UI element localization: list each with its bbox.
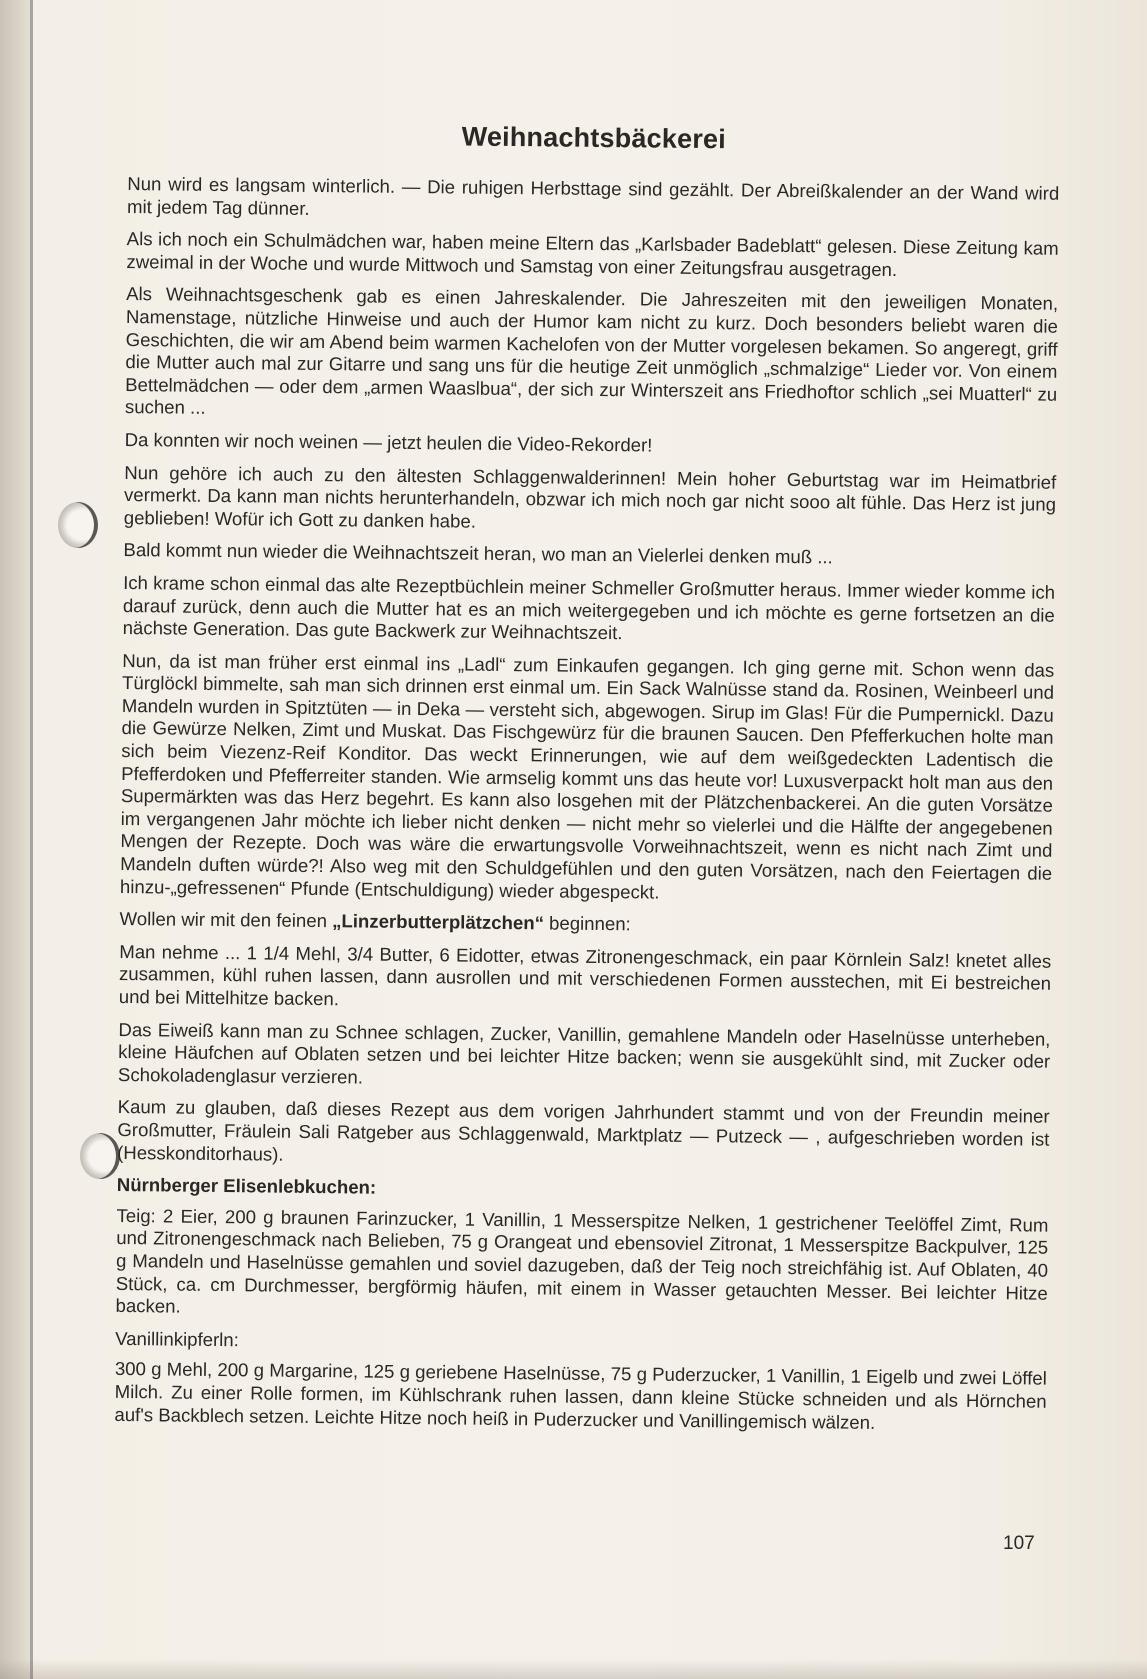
recipe-heading: Nürnberger Elisenlebkuchen:	[116, 1174, 377, 1198]
paragraph: Als Weihnachtsgeschenk gab es einen Jahreskalender. Die Jahreszeiten mit den jeweiligen Monaten, Namenstage, nützliche Hinweise und auch der Humor kam nicht zu kurz. Doch besonders beliebt waren die Geschichten, die wir am Abend beim warmen Kachelofen von der Mutter vorgelesen bekamen. So angeregt, griff die Mutter auch mal zur Gitarre und sang uns für die heutige Zeit unmöglich „schmalzige“ Lieder vor. Von einem Bettelmädchen — oder dem „armen Waaslbua“, der sich zur Winterszeit ans Friedhoftor schlich „sei Muatterl“ zu suchen ...	[124, 283, 1059, 419]
paragraph: Kaum zu glauben, daß dieses Rezept aus dem vorigen Jahrhundert stammt und von der Freundin meiner Großmutter, Fräulein Sali Ratgeber aus Schlaggenwald, Marktplatz — Putzeck — , aufgeschrieben worden ist (Hesskonditorhaus).	[117, 1096, 1050, 1165]
page-number: 107	[1003, 1533, 1035, 1554]
punch-hole-icon	[80, 1133, 120, 1179]
paragraph: Man nehme ... 1 1/4 Mehl, 3/4 Butter, 6 Eidotter, etwas Zitronengeschmack, ein paar Körnlein Salz! knetet alles zusammen, kühl ruhen lassen, dann ausrollen und mit verschiedenen Formen ausstechen, mit Ei bestreichen und bei Mittelhitze backen.	[118, 940, 1052, 1010]
book-spine	[30, 0, 33, 1679]
paragraph: Das Eiweiß kann man zu Schnee schlagen, Zucker, Vanillin, gemahlene Mandeln oder Haselnüsse unterheben, kleine Häufchen auf Oblaten setzen und bei leichter Hitze backen; wenn sie ausgekühlt sind, mit Zucker oder Schokoladenglasur verzieren.	[117, 1018, 1051, 1088]
page-bottom-edge	[0, 1659, 1147, 1679]
recipe-text: Teig: 2 Eier, 200 g braunen Farinzucker, 1 Vanillin, 1 Messerspitze Nelken, 1 gestrichener Teelöffel Zimt, Rum und Zitronengeschmack nach Belieben, 75 g Orangeat und ebensoviel Zitronat, 1 Messerspitze Backpulver, 125 g Mandeln und Haselnüsse gemahlen und soviel dazugeben, daß der Teig noch streichfähig ist. Auf Oblaten, 40 Stück, ca. cm Durchmesser, bergförmig häufen, mit einem in Wasser getauchten Messer. Bei leichter Hitze backen.	[115, 1204, 1049, 1317]
paragraph: Als ich noch ein Schulmädchen war, haben meine Eltern das „Karlsbader Badeblatt“ gelesen. Diese Zeitung kam zweimal in der Woche und wurde Mittwoch und Samstag von einer Zeitungsfrau ausgetragen.	[126, 228, 1059, 280]
paragraph: Ich krame schon einmal das alte Rezeptbüchlein meiner Schmeller Großmutter heraus. Immer wieder komme ich darauf zurück, denn auch die Mutter hat es an mich weitergegeben und ich möchte es gerne fortsetzen an die nächste Generation. Das gute Backwerk zur Weihnachtszeit.	[122, 571, 1056, 644]
recipe-intro-prefix: Wollen wir mit den feinen	[119, 908, 333, 932]
recipe-heading: Vanillinkipferln:	[115, 1327, 240, 1350]
spine-shadow	[0, 0, 30, 1679]
punch-hole-icon	[58, 502, 98, 548]
paragraph: Bald kommt nun wieder die Weihnachtszeit heran, wo man an Vielerlei denken muß ...	[123, 539, 833, 568]
paragraph: Nun gehöre ich auch zu den ältesten Schlaggenwalderinnen! Mein hoher Geburtstag war im Heimatbrief vermerkt. Da kann man nichts herunterhandeln, obzwar ich mich noch gar nicht sooo alt fühle. Das Herz ist jung geblieben! Wofür ich Gott zu danken habe.	[123, 461, 1057, 532]
recipe-intro	[119, 908, 1051, 940]
article	[114, 118, 1060, 1446]
paragraph: Da konnten wir noch weinen — jetzt heulen die Video-Rekorder!	[124, 428, 653, 456]
recipe-text: 300 g Mehl, 200 g Margarine, 125 g geriebene Haselnüsse, 75 g Puderzucker, 1 Vanillin, 1 Eigelb und zwei Löffel Milch. Zu einer Rolle formen, im Kühlschrank ruhen lassen, dann kleine Stücke schneiden und als Hörnchen auf's Backblech setzen. Leichte Hitze noch heiß in Puderzucker und Vanillingemisch wälzen.	[114, 1358, 1047, 1433]
recipe-name: „Linzerbutterplätzchen“	[332, 910, 545, 934]
recipe-intro-suffix: beginnen:	[543, 912, 631, 935]
page-title: Weihnachtsbäckerei	[461, 121, 727, 155]
paragraph: Nun wird es langsam winterlich. — Die ruhigen Herbsttage sind gezählt. Der Abreißkalender an der Wand wird mit jedem Tag dünner.	[126, 172, 1060, 219]
paragraph: Nun, da ist man früher erst einmal ins „Ladl“ zum Einkaufen gegangen. Ich ging gerne mit. Schon wenn das Türglöckl bimmelte, sah man sich drinnen erst einmal um. Ein Sack Walnüsse stand da. Rosinen, Weinbeerl und Mandeln wurden in Spitztüten — in Deka — versteht sich, abgewogen. Sirup im Glas! Für die Pumpernickl. Dazu die Gewürze Nelken, Zimt und Muskat. Das Fischgewürz für die braunen Saucen. Den Pfefferkuchen holte man sich beim Viezenz-Reif Konditor. Das weckt Erinnerungen, wie auf dem weißgedeckten Ladentisch die Pfefferdoken und Pfefferreiter standen. Wie armselig kommt uns das heute vor! Luxusverpackt holt man aus den Supermärkten was das Herz begehrt. Es kann also losgehen mit der Plätzchenbackerei. An die guten Vorsätze im vergangenen Jahr möchte ich lieber nicht denken — nicht mehr so vielerlei und die Hälfte der angegebenen Mengen der Rezepte. Doch was wäre die erwartungsvolle Vorweihnachtszeit, wenn es nicht nach Zimt und Mandeln duften würde?! Also weg mit den Schuldgefühlen und den guten Vorsätzen, nach den Feiertagen die hinzu-„gefressenen“ Pfunde (Entschuldigung) wieder abgespeckt.	[119, 649, 1055, 903]
